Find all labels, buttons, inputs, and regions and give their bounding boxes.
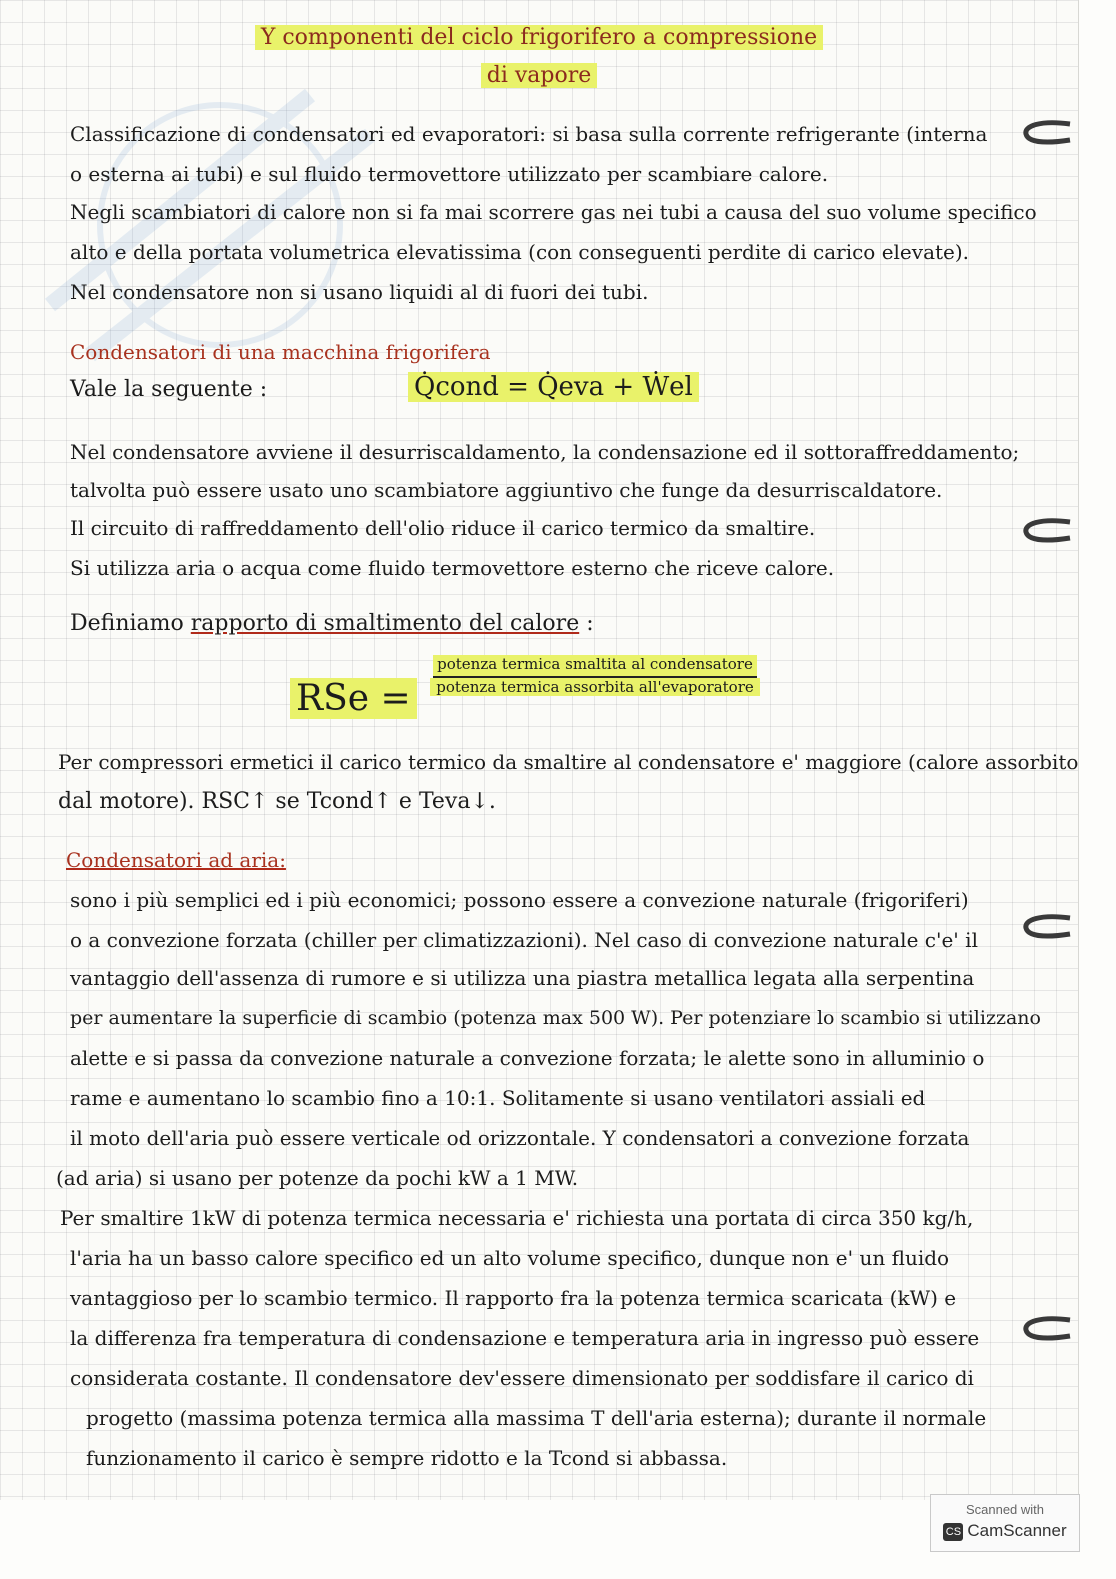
air-condensers-line: il moto dell'aria può essere verticale od orizzontale. Y condensatori a convezione forzata	[70, 1126, 970, 1150]
energy-balance-equation: Q̇cond = Q̇eva + Ẇel	[408, 372, 699, 402]
condenser-line: Nel condensatore avviene il desurriscaldamento, la condensazione ed il sottoraffreddamento;	[70, 440, 1020, 464]
intro-line: Nel condensatore non si usano liquidi al di fuori dei tubi.	[70, 280, 649, 304]
page-title: Y componenti del ciclo frigorifero a compressione	[0, 26, 1078, 50]
condenser-line: Si utilizza aria o acqua come fluido termovettore esterno che riceve calore.	[70, 556, 835, 580]
rse-numerator: potenza termica smaltita al condensatore	[410, 654, 780, 674]
intro-line: alto e della portata volumetrica elevatissima (con conseguenti perdite di carico elevate).	[70, 240, 970, 264]
air-condensers-line: o a convezione forzata (chiller per climatizzazioni). Nel caso di convezione naturale c'e' il	[70, 928, 978, 952]
rse-symbol: RSe =	[290, 678, 417, 720]
air-condensers-line: per aumentare la superficie di scambio (potenza max 500 W). Per potenziare lo scambio si utilizzano	[70, 1007, 1041, 1029]
air-condensers-line: alette e si passa da convezione naturale a convezione forzata; le alette sono in alluminio o	[70, 1046, 985, 1070]
condenser-line: talvolta può essere usato uno scambiatore aggiuntivo che funge da desurriscaldatore.	[70, 478, 943, 502]
condenser-line: Il circuito di raffreddamento dell'olio riduce il carico termico da smaltire.	[70, 516, 816, 540]
rse-definition	[70, 612, 1038, 636]
air-condensers-line: la differenza fra temperatura di condensazione e temperatura aria in ingresso può essere	[70, 1326, 980, 1350]
air-condensers-line: (ad aria) si usano per potenze da pochi kW a 1 MW.	[56, 1166, 579, 1190]
air-condensers-line: rame e aumentano lo scambio fino a 10:1. Solitamente si usano ventilatori assiali ed	[70, 1086, 926, 1110]
condenser-heading: Condensatori di una macchina frigorifera	[70, 340, 491, 364]
rse-fraction	[410, 654, 780, 697]
camscanner-logo-icon: CS	[943, 1523, 963, 1541]
rse-note-line: Per compressori ermetici il carico termico da smaltire al condensatore e' maggiore (calore assorbito	[58, 750, 1079, 774]
camscanner-brand	[931, 1521, 1079, 1541]
intro-line: Negli scambiatori di calore non si fa mai scorrere gas nei tubi a causa del suo volume specifico	[70, 200, 1037, 224]
rse-definition-prefix: Definiamo	[70, 611, 184, 636]
camscanner-badge	[930, 1494, 1080, 1552]
rse-note-line: dal motore). RSC↑ se Tcond↑ e Teva↓.	[58, 789, 496, 814]
air-condensers-heading: Condensatori ad aria:	[66, 848, 286, 872]
air-condensers-line: Per smaltire 1kW di potenza termica necessaria e' richiesta una portata di circa 350 kg/h,	[60, 1206, 974, 1230]
intro-line: o esterna ai tubi) e sul fluido termovettore utilizzato per scambiare calore.	[70, 162, 829, 186]
equation-label: Vale la seguente :	[70, 377, 268, 402]
intro-line: Classificazione di condensatori ed evaporatori: si basa sulla corrente refrigerante (interna	[70, 122, 988, 146]
rse-denominator: potenza termica assorbita all'evaporatore	[410, 674, 780, 697]
scanned-with-label: Scanned with	[965, 1502, 1045, 1517]
rse-definition-suffix: :	[586, 611, 594, 636]
page-subtitle: di vapore	[0, 64, 1078, 88]
air-condensers-line: l'aria ha un basso calore specifico ed un alto volume specifico, dunque non e' un fluido	[70, 1246, 950, 1270]
air-condensers-line: vantaggio dell'assenza di rumore e si utilizza una piastra metallica legata alla serpentina	[70, 966, 975, 990]
rse-definition-term: rapporto di smaltimento del calore	[190, 611, 580, 636]
air-condensers-line: funzionamento il carico è sempre ridotto e la Tcond si abbassa.	[86, 1446, 728, 1470]
air-condensers-line: vantaggioso per lo scambio termico. Il rapporto fra la potenza termica scaricata (kW) e	[70, 1286, 957, 1310]
air-condensers-line: progetto (massima potenza termica alla massima T dell'aria esterna); durante il normale	[86, 1406, 987, 1430]
air-condensers-line: sono i più semplici ed i più economici; possono essere a convezione naturale (frigoriferi)	[70, 888, 969, 912]
air-condensers-line: considerata costante. Il condensatore dev'essere dimensionato per soddisfare il carico di	[70, 1366, 974, 1390]
camscanner-brand-name: CamScanner	[967, 1521, 1067, 1540]
